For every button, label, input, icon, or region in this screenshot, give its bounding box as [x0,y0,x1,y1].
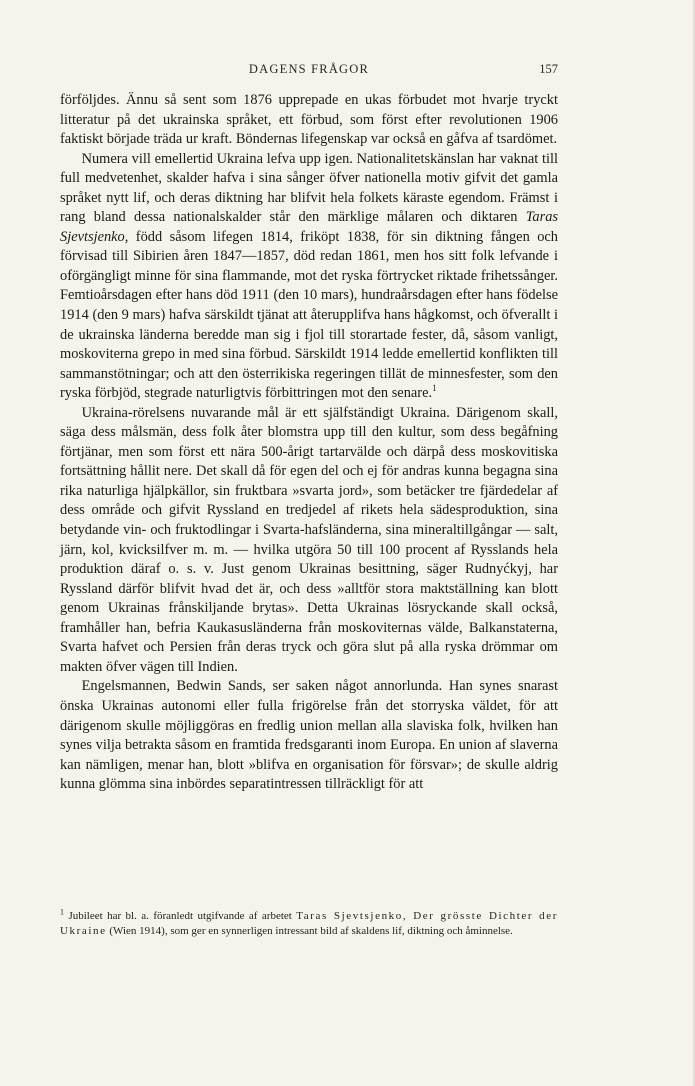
footnote-text: (Wien 1914), som ger en synnerligen intressant bild af skaldens lif, diktning och åminnelse. [106,925,513,938]
paragraph: Ukraina-rörelsens nuvarande mål är ett själfständigt Ukraina. Därigenom skall, säga dess målsmän, dess folk åter blomstra upp till den kultur, som dess begåfning förtjänar, men som först ett nära 500-årigt tartarvälde och därpå dess moskovitiska fortsättning hållit nere. Det skall då för egen del och ej för andras kunna begagna sina rika naturliga hjälpkällor, sin fruktbara »svarta jord», som betäcker tre fjärdedelar af dess område och gifvit Ryssland en tredjedel af rikets hela sädesproduktion, sina betydande vin- och fruktodlingar i Svarta-hafsländerna, sina mineraltillgångar — salt, järn, kol, kvicksilfver m. m. — hvilka utgöra 50 till 100 procent af Rysslands hela produktion däraf o. s. v. Just genom Ukrainas besittning, säger Rudnyćkyj, har Ryssland därför blifvit hvad det är, och dess »alltför stora maktställning kan blott genom Ukrainas frånskiljande brytas». Detta Ukrainas lösryckande skall också, framhåller han, befria Kaukasusländerna från moskoviternas välde, Balkanstaterna, Svarta hafvet och Persien från deras tryck och göra slut på alla ryska drömmar om makten öfver vägen till Indien. [60,404,558,675]
footnote-book-title: Taras Sjevtsjenko, Der grösste Dichter der Ukraine [60,910,558,938]
page-header [60,62,558,82]
paragraph: förföljdes. Ännu så sent som 1876 upprepade en ukas förbudet mot hvarje tryckt litteratur på det ukrainska språket, ett förbud, som först efter revolutionen 1906 faktiskt började träda ur kraft. Böndernas lifegenskap var också en gåfva af tsardömet. [60,92,558,148]
page-number: 157 [539,62,558,76]
running-head: DAGENS FRÅGOR [248,62,370,76]
paragraph [60,150,558,404]
footnote-mark: 1 [60,907,64,917]
poet-name: Taras Sjevtsjenko [60,209,558,245]
footnote [60,909,558,940]
footnote-text: Jubileet har bl. a. föranledt utgifvande af arbetet [68,910,297,922]
paragraph: Engelsmannen, Bedwin Sands, ser saken något annorlunda. Han synes snarast önska Ukrainas autonomi eller fulla frigörelse från det storryska väldet, för att därigenom skulle möjliggöras en fredlig union mellan alla slaviska folk, hvilken han synes vilja betrakta såsom en framtida fredsgaranti inom Europa. En union af slaverna kan nämligen, menar han, blott »blifva en organisation för försvar»; de skulle aldrig kunna glömma sina inbördes separatintressen tillräckligt för att [60,678,558,793]
body-text [60,91,558,795]
footnote-reference[interactable]: 1 [432,383,437,394]
paragraph-text: Numera vill emellertid Ukraina lefva upp igen. Nationalitetskänslan har vaknat till full medvetenhet, skalder hafva i sina sånger öfver nationella motiv gifvit det gamla språket nytt lif, och deras diktning har blifvit hela folkets käraste egendom. Främst i rang bland dessa nationalskalder står den märklige målaren och diktaren [60,150,558,226]
paragraph-text: , född såsom lifegen 1814, friköpt 1838, för sin diktning fången och förvisad till Sibirien åren 1847—1857, död redan 1861, men hos sitt folk lefvande i oförgängligt minne för sina flammande, mot det ryska förtrycket riktade frihetssånger. Femtioårsdagen efter hans död 1911 (den 10 mars), hundraårsdagen efter hans födelse 1914 (den 9 mars) hafva särskildt tjänat att återupplifva hans hågkomst, och öfverallt i de ukrainska länderna beredde man sig i fjol till storartade fester, då, såsom vanligt, moskoviterna grepo in med sina förbud. Särskildt 1914 ledde emellertid konflikten till sammanstötningar; och att den österrikiska regeringen tillät de minnesfester, som den ryska förbjöd, stegrade naturligtvis förbittringen mot den senare. [60,228,558,402]
